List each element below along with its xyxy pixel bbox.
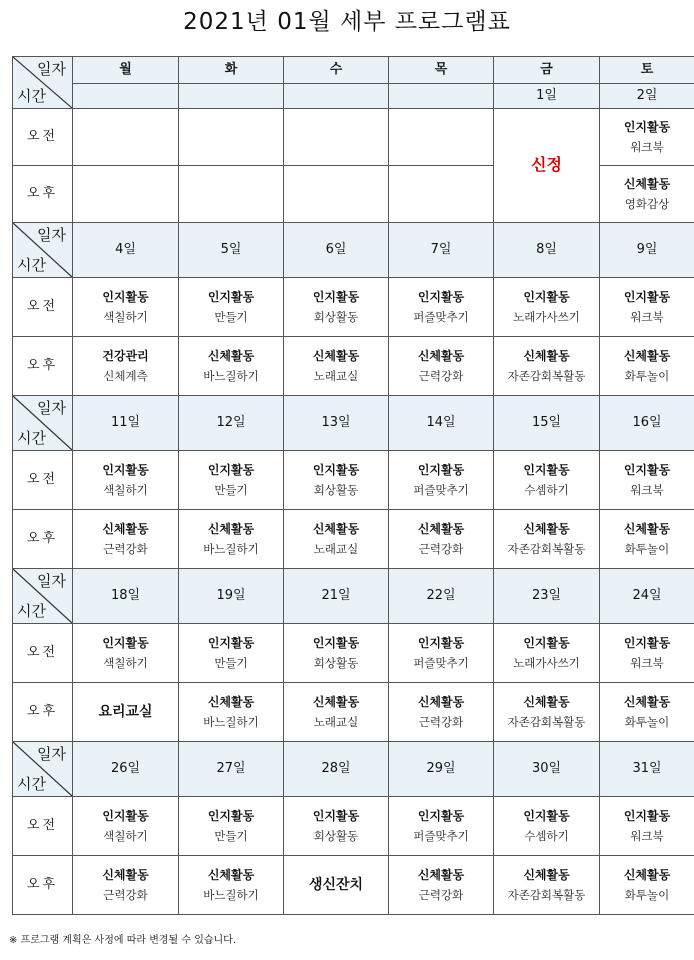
corner-date-label: 일자 [37,572,66,590]
activity-detail: 수셈하기 [524,483,569,497]
activity-detail: 만들기 [214,656,248,670]
activity-cell [179,683,284,742]
activity-detail: 워크북 [630,829,664,843]
page-title: 2021년 01월 세부 프로그램표 [183,9,511,35]
activity-type: 신체활동 [417,522,465,536]
activity-detail: 근력강화 [103,542,148,556]
activity-detail: 수셈하기 [524,829,569,843]
activity-cell [73,451,179,510]
activity-cell [284,683,389,742]
date-time-corner-header [13,223,73,278]
date-cell [73,84,179,109]
activity-detail: 워크북 [630,140,664,154]
date-cell: 24일 [600,569,694,624]
activity-cell [494,797,600,856]
holiday-label: 신정 [531,154,562,174]
activity-cell [389,510,494,569]
activity-type: 인지활동 [623,120,671,134]
activity-type: 인지활동 [207,463,255,477]
date-time-corner-header [13,742,73,797]
date-row [13,742,694,797]
date-cell: 26일 [73,742,179,797]
activity-type: 신체활동 [623,177,671,191]
activity-type: 인지활동 [623,636,671,650]
activity-type: 인지활동 [523,463,570,477]
activity-detail: 회상활동 [313,483,359,497]
activity-cell [73,624,179,683]
activity-type: 신체활동 [523,868,570,882]
activity-detail: 워크북 [630,656,664,670]
time-label-pm: 오후 [13,510,73,569]
activity-cell [389,624,494,683]
date-cell: 21일 [284,569,389,624]
date-cell: 23일 [494,569,600,624]
activity-cell [494,624,600,683]
date-cell: 19일 [179,569,284,624]
activity-cell [494,510,600,569]
activity-detail: 퍼즐맞추기 [413,656,469,670]
date-row [13,569,694,624]
time-label-pm: 오후 [13,337,73,396]
activity-cell [600,624,694,683]
time-label-pm: 오후 [13,166,73,223]
activity-cell [179,510,284,569]
date-cell [284,84,389,109]
activity-cell [73,797,179,856]
time-label-am: 오전 [13,797,73,856]
pm-row [13,510,694,569]
date-time-corner-header [13,569,73,624]
activity-cell [600,451,694,510]
date-cell: 1일 [494,84,600,109]
activity-type: 인지활동 [623,463,671,477]
activity-detail: 만들기 [214,310,248,324]
am-row [13,797,694,856]
corner-time-label: 시간 [17,602,46,620]
activity-type: 신체활동 [623,522,671,536]
activity-type: 신체활동 [312,349,360,363]
corner-date-label: 일자 [37,745,66,763]
activity-cell [284,109,389,166]
date-cell: 9일 [600,223,694,278]
date-cell: 8일 [494,223,600,278]
activity-detail: 노래가사쓰기 [513,656,580,670]
activity-type: 인지활동 [523,809,570,823]
activity-cell [284,510,389,569]
activity-cell [600,166,694,223]
activity-detail: 화투놀이 [624,715,670,729]
activity-cell [284,797,389,856]
activity-cell [284,337,389,396]
activity-type: 신체활동 [102,868,149,882]
date-row [13,223,694,278]
activity-type: 신체활동 [207,522,255,536]
am-row [13,451,694,510]
corner-time-label: 시간 [17,429,46,447]
activity-detail: 노래교실 [313,369,359,383]
corner-date-label: 일자 [37,60,66,78]
activity-type: 인지활동 [312,290,360,304]
activity-cell [179,337,284,396]
activity-type: 인지활동 [312,463,360,477]
footnote: ※ 프로그램 계획은 사정에 따라 변경될 수 있습니다. [9,935,237,946]
activity-cell [600,510,694,569]
activity-cell [284,451,389,510]
corner-date-label: 일자 [37,399,66,417]
weekday-label: 수 [284,57,389,84]
activity-cell [389,166,494,223]
activity-detail: 바느질하기 [203,715,259,729]
activity-type: 인지활동 [102,809,149,823]
pm-row [13,856,694,915]
time-label-pm: 오후 [13,856,73,915]
activity-cell [600,278,694,337]
activity-type: 신체활동 [102,522,149,536]
schedule-table [12,56,694,915]
activity-type: 신체활동 [417,695,465,709]
activity-cell [494,278,600,337]
activity-cell [389,337,494,396]
activity-detail: 바느질하기 [203,888,259,902]
corner-date-label: 일자 [37,226,66,244]
pm-row [13,337,694,396]
activity-type: 인지활동 [312,809,360,823]
activity-type: 신체활동 [523,695,570,709]
date-cell: 16일 [600,396,694,451]
activity-detail: 화투놀이 [624,542,670,556]
activity-cell [179,856,284,915]
weekday-label: 목 [389,57,494,84]
activity-cell [179,109,284,166]
activity-type: 인지활동 [523,636,570,650]
activity-type: 인지활동 [623,809,671,823]
activity-cell [600,797,694,856]
activity-detail: 노래가사쓰기 [513,310,580,324]
date-cell: 18일 [73,569,179,624]
date-cell: 15일 [494,396,600,451]
activity-detail: 만들기 [214,483,248,497]
activity-type: 신체활동 [623,868,671,882]
time-label-am: 오전 [13,624,73,683]
date-cell: 11일 [73,396,179,451]
weekday-label: 토 [600,57,694,84]
activity-cell [600,337,694,396]
activity-type: 신체활동 [523,349,570,363]
activity-type: 인지활동 [417,290,465,304]
activity-type: 신체활동 [207,868,255,882]
corner-time-label: 시간 [17,87,46,105]
activity-type: 인지활동 [623,290,671,304]
activity-cell [284,856,389,915]
activity-type: 신체활동 [417,349,465,363]
special-event: 생신잔치 [308,876,364,893]
activity-detail: 자존감회복활동 [507,369,586,383]
date-cell: 27일 [179,742,284,797]
date-cell: 14일 [389,396,494,451]
activity-cell [494,856,600,915]
time-label-am: 오전 [13,278,73,337]
activity-type: 신체활동 [417,868,465,882]
activity-detail: 자존감회복활동 [507,542,586,556]
activity-detail: 색칠하기 [103,310,148,324]
activity-type: 인지활동 [102,636,149,650]
activity-type: 신체활동 [523,522,570,536]
activity-detail: 워크북 [630,483,664,497]
activity-cell [389,109,494,166]
activity-cell [179,278,284,337]
date-row [13,396,694,451]
date-cell: 22일 [389,569,494,624]
date-cell: 28일 [284,742,389,797]
activity-type: 신체활동 [312,695,360,709]
activity-detail: 색칠하기 [103,483,148,497]
activity-cell [389,856,494,915]
activity-type: 신체활동 [207,695,255,709]
activity-cell [600,683,694,742]
time-label-am: 오전 [13,451,73,510]
activity-cell [284,278,389,337]
activity-type: 인지활동 [207,809,255,823]
special-event: 요리교실 [98,703,153,720]
time-label-am: 오전 [13,109,73,166]
activity-type: 인지활동 [207,636,255,650]
activity-cell [73,856,179,915]
date-cell [389,84,494,109]
activity-type: 인지활동 [523,290,570,304]
activity-detail: 노래교실 [313,542,359,556]
activity-detail: 퍼즐맞추기 [413,483,469,497]
activity-detail: 노래교실 [313,715,359,729]
activity-detail: 자존감회복활동 [507,715,586,729]
activity-type: 건강관리 [102,349,149,363]
date-time-corner-header [13,57,73,109]
weekday-label: 화 [179,57,284,84]
activity-cell [600,856,694,915]
activity-detail: 회상활동 [313,656,359,670]
activity-detail: 근력강화 [418,542,464,556]
activity-cell [73,337,179,396]
activity-detail: 화투놀이 [624,888,670,902]
activity-detail: 바느질하기 [203,542,259,556]
activity-detail: 영화감상 [624,197,670,211]
activity-cell [494,683,600,742]
activity-cell [389,797,494,856]
activity-detail: 자존감회복활동 [507,888,586,902]
activity-detail: 바느질하기 [203,369,259,383]
activity-cell [73,278,179,337]
activity-type: 신체활동 [623,349,671,363]
activity-type: 신체활동 [312,522,360,536]
activity-detail: 색칠하기 [103,829,148,843]
pm-row [13,683,694,742]
activity-cell [494,337,600,396]
date-cell: 31일 [600,742,694,797]
activity-type: 신체활동 [623,695,671,709]
weekday-label: 금 [494,57,600,84]
activity-cell [179,624,284,683]
activity-detail: 회상활동 [313,829,359,843]
activity-type: 인지활동 [312,636,360,650]
corner-time-label: 시간 [17,256,46,274]
activity-detail: 만들기 [214,829,248,843]
date-time-corner-header [13,396,73,451]
activity-detail: 색칠하기 [103,656,148,670]
activity-detail: 근력강화 [103,888,148,902]
am-row [13,624,694,683]
activity-cell [179,797,284,856]
activity-detail: 근력강화 [418,369,464,383]
activity-cell [73,510,179,569]
activity-cell [284,166,389,223]
date-cell: 4일 [73,223,179,278]
activity-detail: 근력강화 [418,715,464,729]
weekday-label: 월 [73,57,179,84]
activity-detail: 회상활동 [313,310,359,324]
activity-detail: 근력강화 [418,888,464,902]
am-row [13,278,694,337]
activity-cell [494,451,600,510]
date-cell: 5일 [179,223,284,278]
activity-cell [179,166,284,223]
time-label-pm: 오후 [13,683,73,742]
date-row [13,84,694,109]
activity-type: 신체활동 [207,349,255,363]
date-cell [179,84,284,109]
activity-detail: 퍼즐맞추기 [413,829,469,843]
date-cell: 12일 [179,396,284,451]
corner-time-label: 시간 [17,775,46,793]
activity-detail: 신체계측 [103,369,148,383]
activity-cell [389,451,494,510]
activity-cell [284,624,389,683]
date-cell: 30일 [494,742,600,797]
activity-cell [73,166,179,223]
activity-type: 인지활동 [417,636,465,650]
activity-type: 인지활동 [417,463,465,477]
holiday-cell [494,109,600,223]
activity-type: 인지활동 [102,463,149,477]
date-cell: 2일 [600,84,694,109]
activity-cell [389,683,494,742]
activity-cell [389,278,494,337]
date-cell: 13일 [284,396,389,451]
activity-type: 인지활동 [417,809,465,823]
am-row [13,109,694,166]
activity-detail: 퍼즐맞추기 [413,310,469,324]
activity-type: 인지활동 [102,290,149,304]
activity-cell [73,683,179,742]
weekday-header-row [13,57,694,84]
activity-cell [600,109,694,166]
activity-type: 인지활동 [207,290,255,304]
date-cell: 7일 [389,223,494,278]
date-cell: 29일 [389,742,494,797]
date-cell: 6일 [284,223,389,278]
activity-cell [179,451,284,510]
activity-cell [73,109,179,166]
activity-detail: 워크북 [630,310,664,324]
activity-detail: 화투놀이 [624,369,670,383]
